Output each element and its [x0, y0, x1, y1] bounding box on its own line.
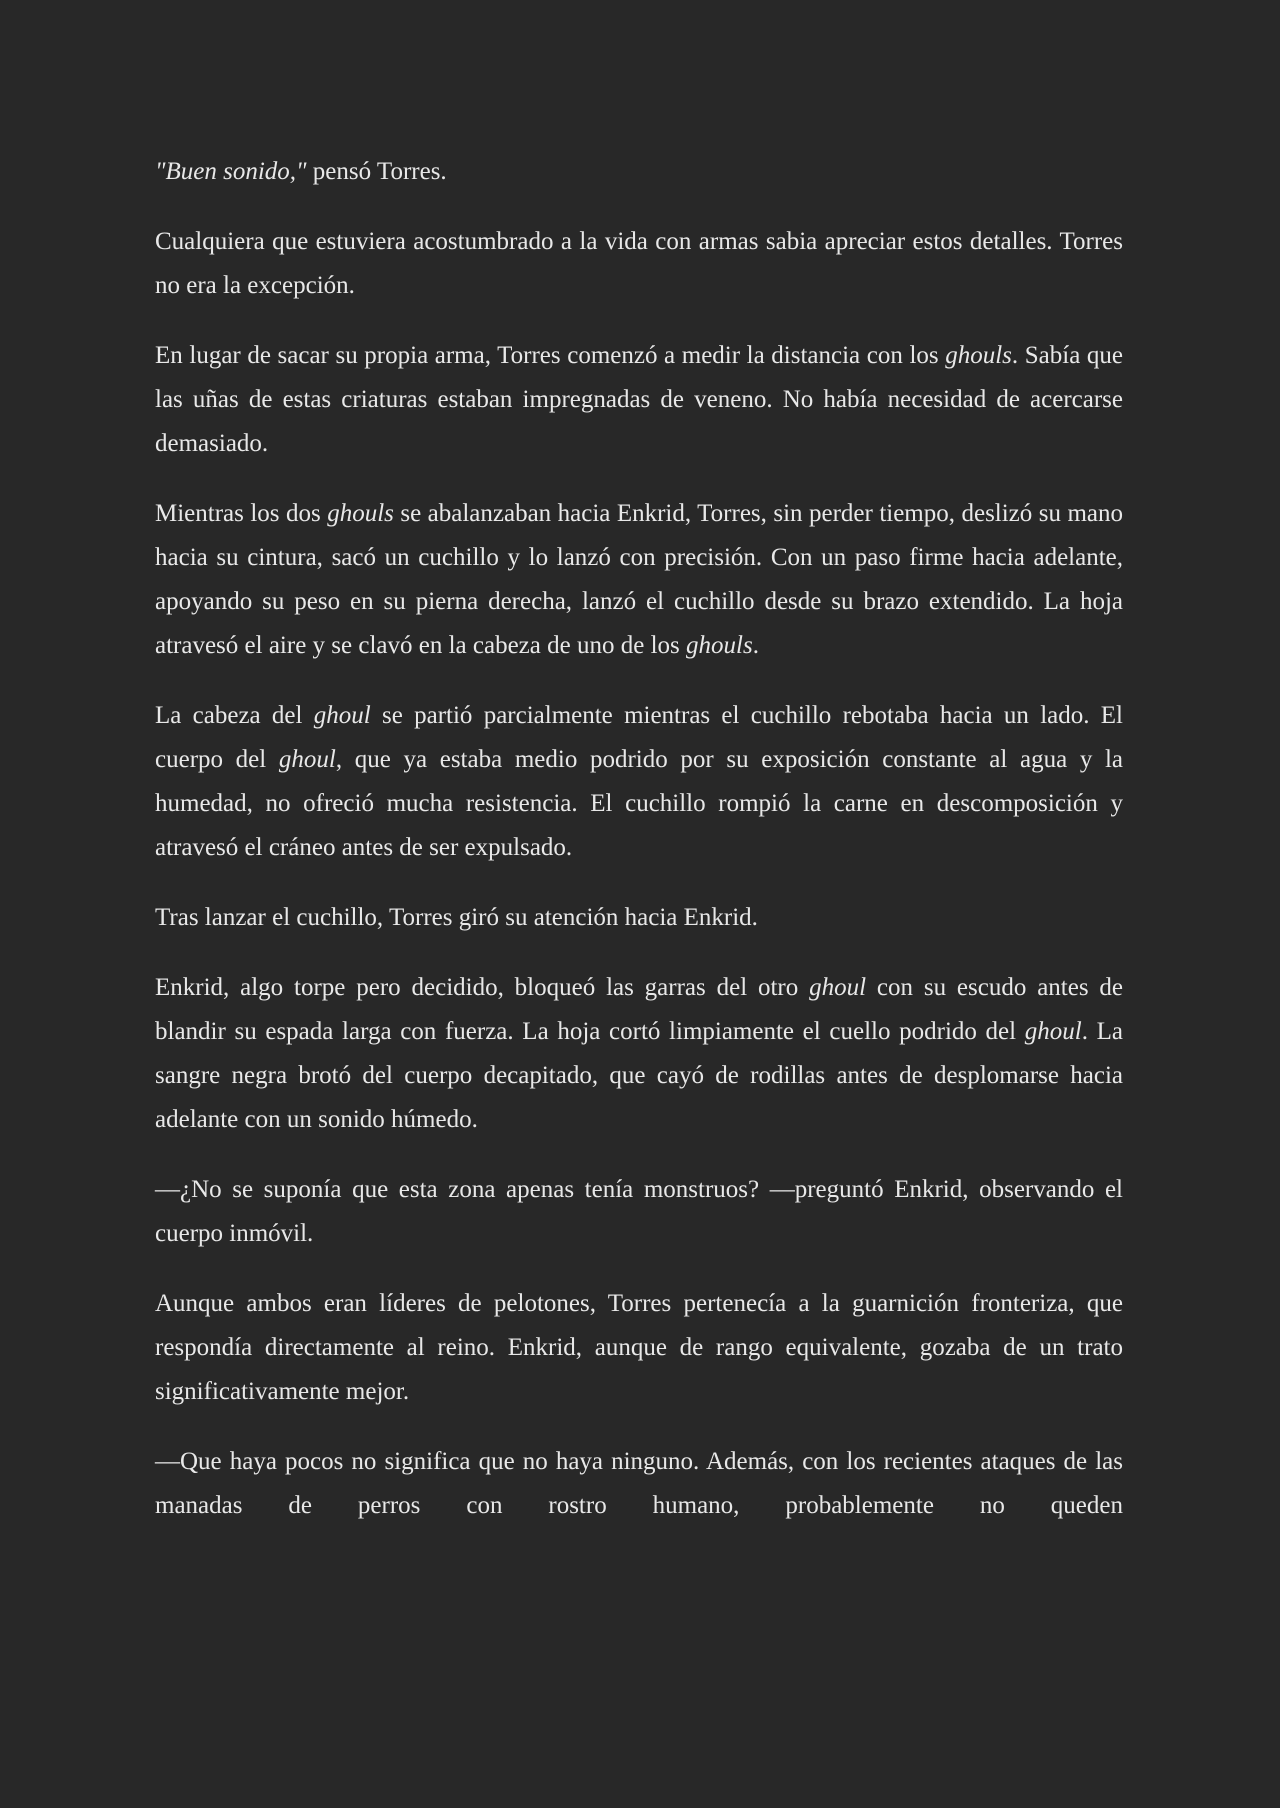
text-run: Cualquiera que estuviera acostumbrado a la vida con armas sabia apreciar estos detalles. Torres no era la excepción. — [155, 228, 1123, 299]
text-run: La cabeza del — [155, 702, 314, 729]
text-run: —Que haya pocos no significa que no haya ninguno. Además, con los recientes ataques de las manadas de perros con rostro humano, probablemente no queden — [155, 1448, 1123, 1519]
text-run: pensó Torres. — [306, 158, 447, 185]
text-run: Enkrid, algo torpe pero decidido, bloqueó las garras del otro — [155, 974, 810, 1001]
text-run: , que ya estaba medio podrido por su exposición constante al agua y la humedad, no ofreció mucha resistencia. El cuchillo rompió la carne en descomposición y atravesó el cráneo antes de ser expulsado. — [155, 746, 1124, 861]
text-run: . — [752, 632, 759, 659]
italic-text: ghoul — [313, 702, 371, 729]
text-run: se partió parcialmente mientras el cuchillo rebotaba hacia un lado. El cuerpo del — [155, 702, 1124, 773]
paragraph — [155, 1168, 1123, 1256]
reader-page — [155, 150, 1123, 1528]
italic-text: ghouls — [945, 342, 1012, 369]
text-run: . La sangre negra brotó del cuerpo decapitado, que cayó de rodillas antes de desplomarse hacia adelante con un sonido húmedo. — [155, 1018, 1123, 1133]
text-run: En lugar de sacar su propia arma, Torres comenzó a medir la distancia con los — [155, 342, 946, 369]
paragraph — [155, 220, 1123, 308]
paragraph — [155, 334, 1123, 466]
text-run: se abalanzaban hacia Enkrid, Torres, sin perder tiempo, deslizó su mano hacia su cintura, sacó un cuchillo y lo lanzó con precisión. Con un paso firme hacia adelante, apoyando su peso en su pierna derecha, lanzó el cuchillo desde su brazo extendido. La hoja atravesó el aire y se clavó en la cabeza de uno de los — [155, 500, 1123, 659]
text-run: con su escudo antes de blandir su espada larga con fuerza. La hoja cortó limpiamente el cuello podrido del — [155, 974, 1123, 1045]
italic-text: ghoul — [809, 974, 867, 1001]
text-run: Aunque ambos eran líderes de pelotones, Torres pertenecía a la guarnición fronteriza, que respondía directamente al reino. Enkrid, aunque de rango equivalente, gozaba de un trato significativamente mejor. — [155, 1290, 1123, 1405]
paragraph — [155, 1282, 1123, 1414]
paragraph — [155, 492, 1123, 668]
text-run: . Sabía que las uñas de estas criaturas estaban impregnadas de veneno. No había necesidad de acercarse demasiado. — [155, 342, 1124, 457]
italic-text: ghouls — [686, 632, 753, 659]
text-run: Tras lanzar el cuchillo, Torres giró su atención hacia Enkrid. — [155, 904, 758, 931]
paragraph — [155, 694, 1123, 870]
text-run: Mientras los dos — [155, 500, 328, 527]
italic-text: "Buen sonido," — [155, 158, 307, 185]
italic-text: ghoul — [1024, 1018, 1082, 1045]
paragraph — [155, 150, 1123, 194]
italic-text: ghoul — [278, 746, 336, 773]
paragraph — [155, 1440, 1123, 1528]
italic-text: ghouls — [327, 500, 394, 527]
paragraph — [155, 896, 1123, 940]
text-run: —¿No se suponía que esta zona apenas tenía monstruos? —preguntó Enkrid, observando el cuerpo inmóvil. — [155, 1176, 1123, 1247]
paragraph — [155, 966, 1123, 1142]
